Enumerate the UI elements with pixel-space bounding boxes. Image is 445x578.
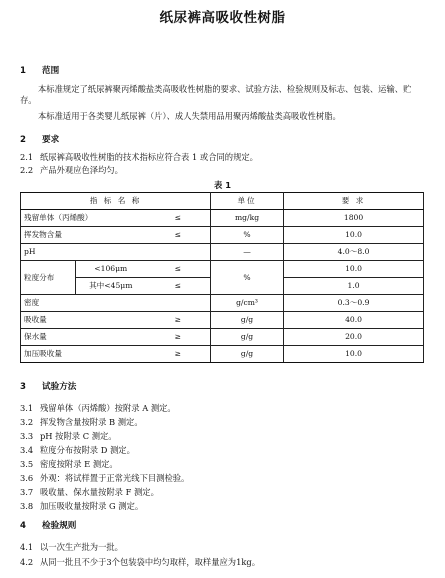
clause-number: 2.1 xyxy=(20,152,34,162)
clause-text: 挥发物含量按附录 B 测定。 xyxy=(40,417,143,427)
clause-text: 以一次生产批为一批。 xyxy=(40,542,123,552)
clause-text: 产品外观应色泽均匀。 xyxy=(40,165,123,175)
clause-4-1 xyxy=(20,542,425,553)
clause-number: 3.7 xyxy=(20,487,34,497)
clause-text: 残留单体（丙烯酸）按附录 A 测定。 xyxy=(40,403,176,413)
row-value: 0.3～0.9 xyxy=(284,295,424,312)
clause-number: 4.2 xyxy=(20,557,34,567)
row-value: 20.0 xyxy=(284,329,424,346)
row-symbol: ≤ xyxy=(146,210,211,227)
section-number: 3 xyxy=(20,382,26,392)
row-unit: g/g xyxy=(211,329,284,346)
row-symbol: ≤ xyxy=(146,261,211,278)
row-name: 粒度分布 xyxy=(21,261,76,295)
clause-3-7 xyxy=(20,487,425,498)
clause-text: 纸尿裤高吸收性树脂的技术指标应符合表 1 或合同的规定。 xyxy=(40,152,258,162)
row-name: 保水量 xyxy=(21,329,146,346)
row-subname: <106μm xyxy=(76,261,146,278)
clause-3-8 xyxy=(20,501,425,512)
row-subname: 其中<45μm xyxy=(76,278,146,295)
row-unit: % xyxy=(211,261,284,295)
row-symbol: ≤ xyxy=(146,227,211,244)
clause-number: 2.2 xyxy=(20,165,34,175)
header-requirement: 要 求 xyxy=(284,193,424,210)
section-2-heading xyxy=(20,135,59,146)
clause-number: 3.5 xyxy=(20,459,34,469)
clause-text: pH 按附录 C 测定。 xyxy=(40,431,117,441)
document-title: 纸尿裤高吸收性树脂 xyxy=(159,10,286,26)
row-unit: % xyxy=(211,227,284,244)
row-value: 1800 xyxy=(284,210,424,227)
scope-paragraph-1: 本标准规定了纸尿裤聚丙烯酸盐类高吸收性树脂的要求、试验方法、检验规则及标志、包装、运输、贮存。 xyxy=(20,84,412,105)
section-1-heading xyxy=(20,66,59,77)
spec-table xyxy=(20,192,424,363)
table-row xyxy=(21,295,424,312)
table-row xyxy=(21,244,424,261)
row-symbol: ≥ xyxy=(146,329,211,346)
row-unit: g/g xyxy=(211,312,284,329)
section-4-heading xyxy=(20,521,76,532)
section-number: 1 xyxy=(20,66,26,76)
clause-text: 吸收量、保水量按附录 F 测定。 xyxy=(40,487,159,497)
clause-2-1 xyxy=(20,152,425,163)
scope-paragraph-2: 本标准适用于各类婴儿纸尿裤（片）、成人失禁用品用聚丙烯酸盐类高吸收性树脂。 xyxy=(38,111,341,121)
clause-text: 外观：将试样置于正常光线下目测检验。 xyxy=(40,473,190,483)
row-symbol: ≥ xyxy=(146,346,211,363)
clause-text: 密度按附录 E 测定。 xyxy=(40,459,118,469)
row-unit: mg/kg xyxy=(211,210,284,227)
clause-2-2 xyxy=(20,165,425,176)
header-unit: 单位 xyxy=(211,193,284,210)
table-row xyxy=(21,227,424,244)
row-symbol: ≥ xyxy=(146,312,211,329)
clause-number: 3.3 xyxy=(20,431,34,441)
row-unit: — xyxy=(211,244,284,261)
table-row xyxy=(21,329,424,346)
section-number: 2 xyxy=(20,135,26,145)
table-row xyxy=(21,210,424,227)
section-title: 范围 xyxy=(42,66,60,76)
section-title: 要求 xyxy=(42,135,60,145)
clause-text: 从同一批且不少于3个包装袋中均匀取样，取样量应为1kg。 xyxy=(40,557,261,567)
row-name: 加压吸收量 xyxy=(21,346,146,363)
clause-number: 3.6 xyxy=(20,473,34,483)
section-3-heading xyxy=(20,382,76,393)
row-name: pH xyxy=(21,244,211,261)
table-row xyxy=(21,312,424,329)
section-number: 4 xyxy=(20,521,26,531)
row-name: 吸收量 xyxy=(21,312,146,329)
row-name: 密度 xyxy=(21,295,211,312)
row-value: 10.0 xyxy=(284,346,424,363)
clause-3-2 xyxy=(20,417,425,428)
clause-3-5 xyxy=(20,459,425,470)
section-title: 检验规则 xyxy=(42,521,77,531)
clause-3-1 xyxy=(20,403,425,414)
row-symbol: ≤ xyxy=(146,278,211,295)
row-value: 10.0 xyxy=(284,227,424,244)
clause-text: 粒度分布按附录 D 测定。 xyxy=(40,445,135,455)
table-row xyxy=(21,346,424,363)
row-value: 1.0 xyxy=(284,278,424,295)
clause-number: 3.8 xyxy=(20,501,34,511)
row-name: 残留单体（丙烯酸） xyxy=(21,210,146,227)
clause-number: 3.2 xyxy=(20,417,34,427)
clause-number: 3.1 xyxy=(20,403,34,413)
row-unit: g/cm³ xyxy=(211,295,284,312)
clause-3-4 xyxy=(20,445,425,456)
clause-text: 加压吸收量按附录 G 测定。 xyxy=(40,501,144,511)
clause-number: 4.1 xyxy=(20,542,34,552)
row-value: 40.0 xyxy=(284,312,424,329)
row-value: 10.0 xyxy=(284,261,424,278)
clause-3-6 xyxy=(20,473,425,484)
table-row xyxy=(21,261,424,278)
header-indicator: 指 标 名 称 xyxy=(21,193,211,210)
clause-number: 3.4 xyxy=(20,445,34,455)
table-header-row xyxy=(21,193,424,210)
section-title: 试验方法 xyxy=(42,382,77,392)
row-name: 挥发物含量 xyxy=(21,227,146,244)
row-unit: g/g xyxy=(211,346,284,363)
clause-4-2 xyxy=(20,557,425,568)
clause-3-3 xyxy=(20,431,425,442)
table-caption: 表 1 xyxy=(214,180,231,190)
row-value: 4.0～8.0 xyxy=(284,244,424,261)
